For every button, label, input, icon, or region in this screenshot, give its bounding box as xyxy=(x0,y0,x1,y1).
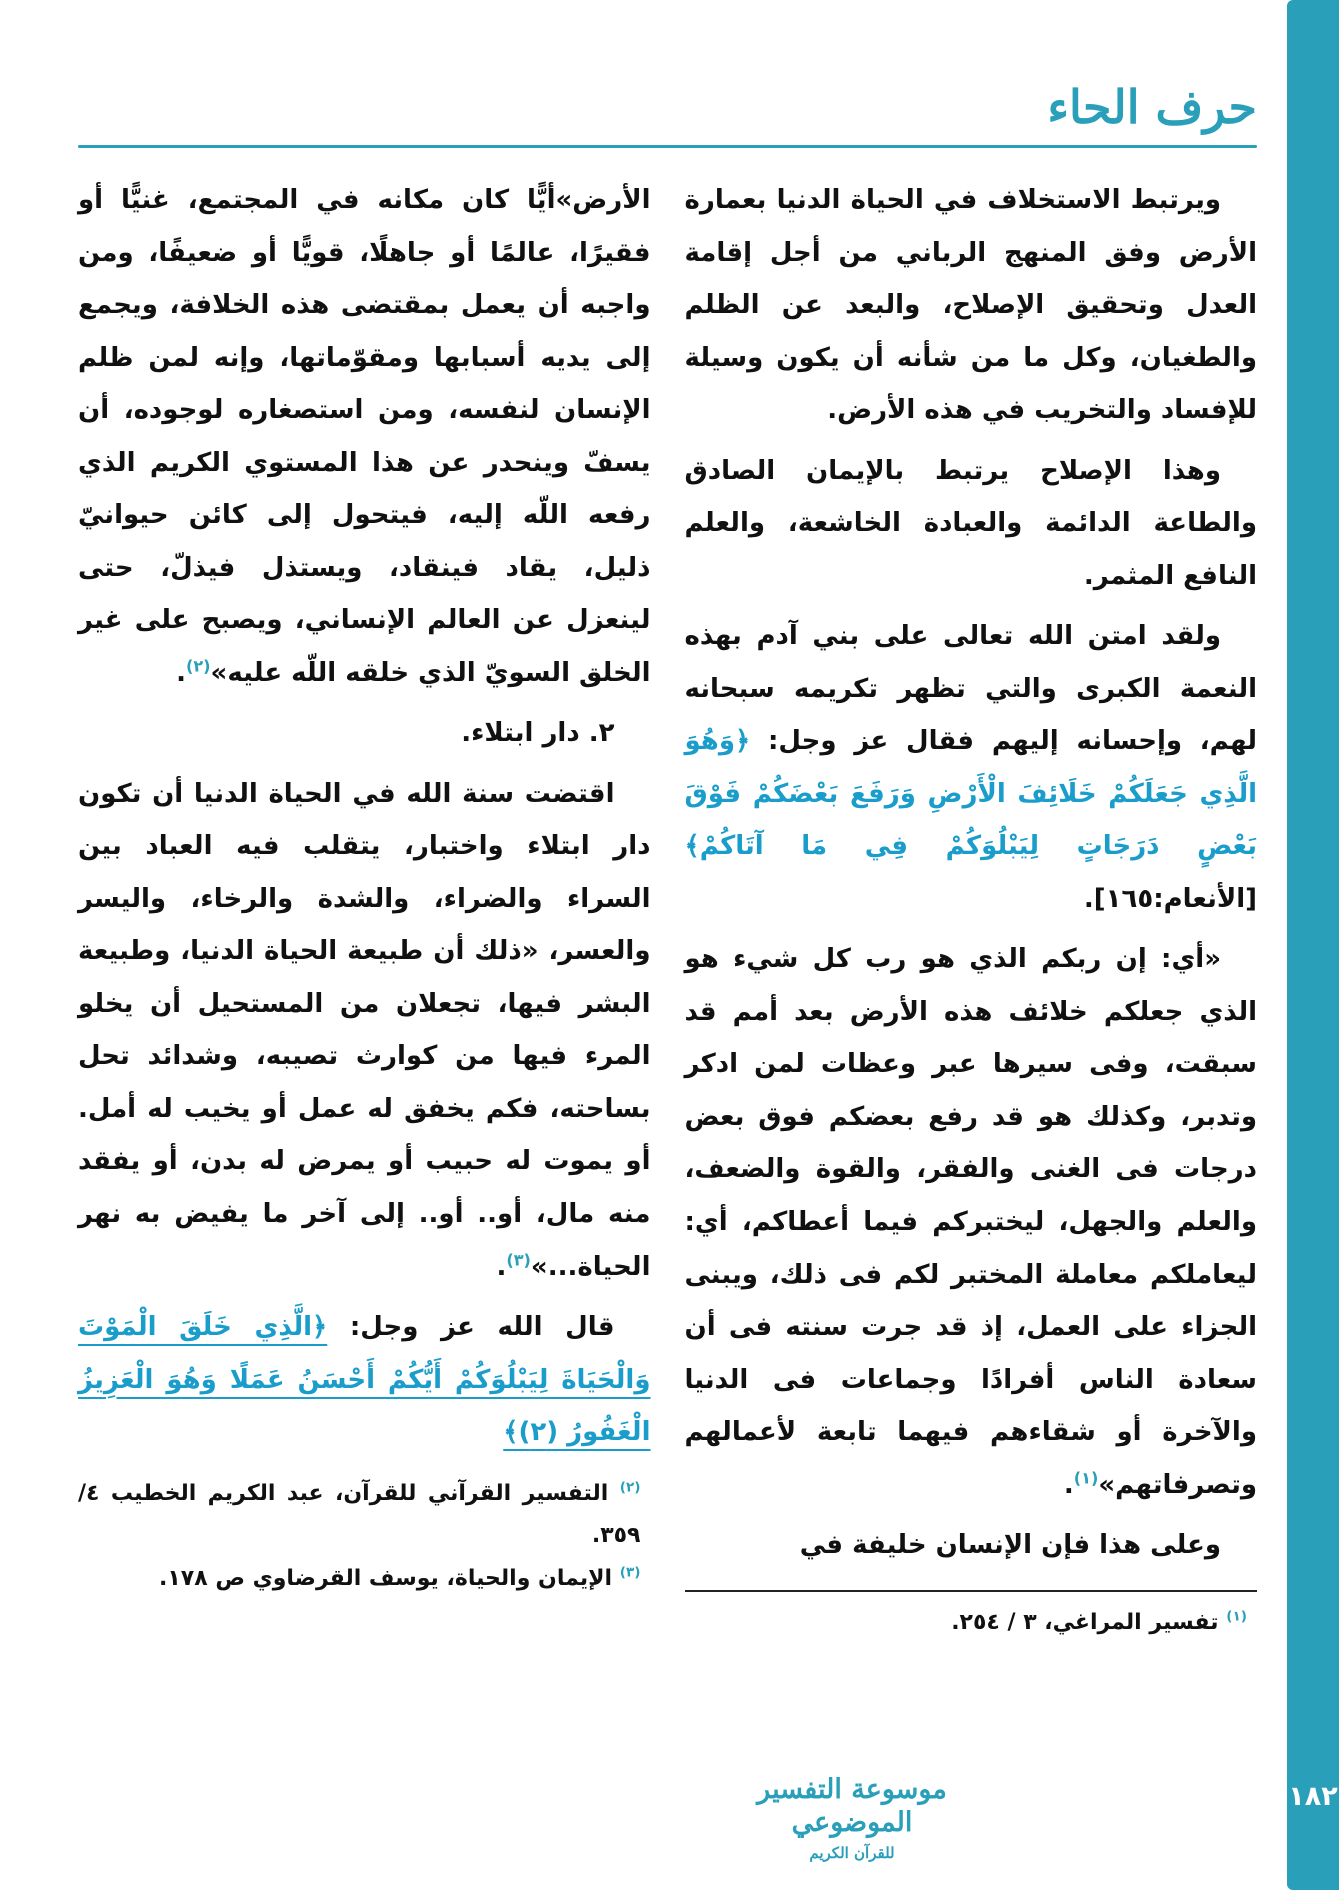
paragraph xyxy=(685,610,1258,925)
footnote-marker: (٢) xyxy=(185,656,211,676)
paragraph xyxy=(78,768,651,1293)
footnote-marker: (١) xyxy=(1226,1608,1247,1625)
page-edge-strip xyxy=(1287,0,1339,1890)
paragraph-text: . xyxy=(496,1251,507,1282)
paragraph xyxy=(78,174,651,699)
paragraph: ويرتبط الاستخلاف في الحياة الدنيا بعمارة الأرض وفق المنهج الرباني من أجل إقامة العدل وتحقيق الإصلاح، والبعد عن الظلم والطغيان، وكل ما من شأنه أن يكون وسيلة للإفساد والتخريب في هذه الأرض. xyxy=(684,185,1257,426)
footnotes-left xyxy=(78,1473,651,1602)
publisher-logo-title: موسوعة التفسير الموضوعي xyxy=(757,1773,947,1839)
content-columns xyxy=(0,148,1339,1644)
footnote xyxy=(78,1558,651,1601)
quran-verse: ﴿الَّذِي خَلَقَ الْمَوْتَ وَالْحَيَاةَ لِيَبْلُوَكُمْ أَيُّكُمْ أَحْسَنُ عَمَلًا وَهُوَ الْعَزِيزُ الْغَفُورُ (٢)﴾ xyxy=(78,1312,651,1448)
paragraph-text: ولقد امتن الله تعالى على بني آدم بهذه النعمة الكبرى والتي تظهر تكريمه سبحانه لهم، وإحسانه إليهم فقال عز وجل: xyxy=(684,621,1257,757)
page-number: ١٨٢ xyxy=(1288,1781,1338,1812)
column-right xyxy=(685,174,1258,1644)
footnote-marker: (١) xyxy=(1073,1467,1099,1487)
section-heading: ٢. دار ابتلاء. xyxy=(461,718,615,749)
page-header xyxy=(0,0,1339,148)
publisher-logo xyxy=(737,1773,967,1863)
paragraph-text: . xyxy=(1063,1469,1074,1500)
footnote-marker: (٣) xyxy=(506,1249,531,1269)
paragraph-text: اقتضت سنة الله في الحياة الدنيا أن تكون دار ابتلاء واختبار، يتقلب فيه العباد بين السراء والضراء، والشدة والرخاء، واليسر والعسر، «ذلك أن طبيعة الحياة الدنيا، وطبيعة البشر فيها، تجعلان من المستحيل أن يخلو المرء فيها من كوارث تصيبه، وشدائد تحل بساحته، فكم يخفق له عمل أو يخيب له أمل. أو يموت له حبيب أو يمرض له بدن، أو يفقد منه مال، أو.. أو.. إلى آخر ما يفيض به نهر الحياة...» xyxy=(78,778,651,1282)
footnotes-right xyxy=(685,1590,1258,1645)
paragraph xyxy=(78,1301,651,1459)
footnote xyxy=(78,1473,651,1559)
footnote-text: تفسير المراغي، ٣ / ٢٥٤. xyxy=(951,1609,1219,1635)
footnote xyxy=(685,1602,1258,1645)
column-left xyxy=(78,174,651,1601)
surah-reference: [الأنعام:١٦٥]. xyxy=(1083,883,1257,914)
footnote-text: التفسير القرآني للقرآن، عبد الكريم الخطيب ٤/ ٣٥٩. xyxy=(78,1480,641,1549)
paragraph-text: قال الله عز وجل: xyxy=(327,1312,615,1343)
paragraph-text: . xyxy=(176,657,186,688)
publisher-logo-subtitle: للقرآن الكريم xyxy=(809,1844,895,1862)
quran-verse: ﴿وَهُوَ الَّذِي جَعَلَكُمْ خَلَائِفَ الْأَرْضِ وَرَفَعَ بَعْضَكُمْ فَوْقَ بَعْضٍ دَرَجَاتٍ لِيَبْلُوَكُمْ فِي مَا آتَاكُمْ﴾ xyxy=(684,726,1257,862)
paragraph xyxy=(685,933,1258,1511)
paragraph: وهذا الإصلاح يرتبط بالإيمان الصادق والطاعة الدائمة والعبادة الخاشعة، والعلم النافع المثمر. xyxy=(684,455,1257,591)
footnote-marker: (٢) xyxy=(619,1479,641,1496)
footnote-marker: (٣) xyxy=(619,1565,641,1582)
paragraph-text: الأرض»أيًّا كان مكانه في المجتمع، غنيًّا أو فقيرًا، عالمًا أو جاهلًا، قويًّا أو ضعيفًا، ومن واجبه أن يعمل بمقتضى هذه الخلافة، ويجمع إلى يديه أسبابها ومقوّماتها، وإنه لمن ظلم الإنسان لنفسه، ومن استصغاره لوجوده، أن يسفّ وينحدر عن هذا المستوي الكريم الذي رفعه اللّه إليه، فيتحول إلى كائن حيوانيّ ذليل، يقاد فينقاد، ويستذل فيذلّ، حتى لينعزل عن العالم الإنساني، ويصبح على غير الخلق السويّ الذي خلقه اللّه عليه» xyxy=(78,185,651,688)
footnote-text: الإيمان والحياة، يوسف القرضاوي ص ١٧٨. xyxy=(159,1566,613,1592)
paragraph-text: «أي: إن ربكم الذي هو رب كل شيء هو الذي جعلكم خلائف هذه الأرض بعد أمم قد سبقت، وفى سيرها عبر وعظات لمن ادكر وتدبر، وكذلك هو قد رفع بعضكم فوق بعض درجات فى الغنى والفقر، والقوة والضعف، والعلم والجهل، ليختبركم فيما أعطاكم، أي: ليعاملكم معاملة المختبر لكم فى ذلك، ويبنى الجزاء على العمل، إذ قد جرت سنته فى أن سعادة الناس أفرادًا وجماعات فى الدنيا والآخرة أو شقاءهم فيهما تابعة لأعمالهم وتصرفاتهم» xyxy=(684,944,1257,1500)
footnote-separator xyxy=(685,1590,1258,1592)
paragraph: وعلى هذا فإن الإنسان خليفة في xyxy=(799,1530,1221,1561)
chapter-title: حرف الحاء xyxy=(1047,80,1257,134)
